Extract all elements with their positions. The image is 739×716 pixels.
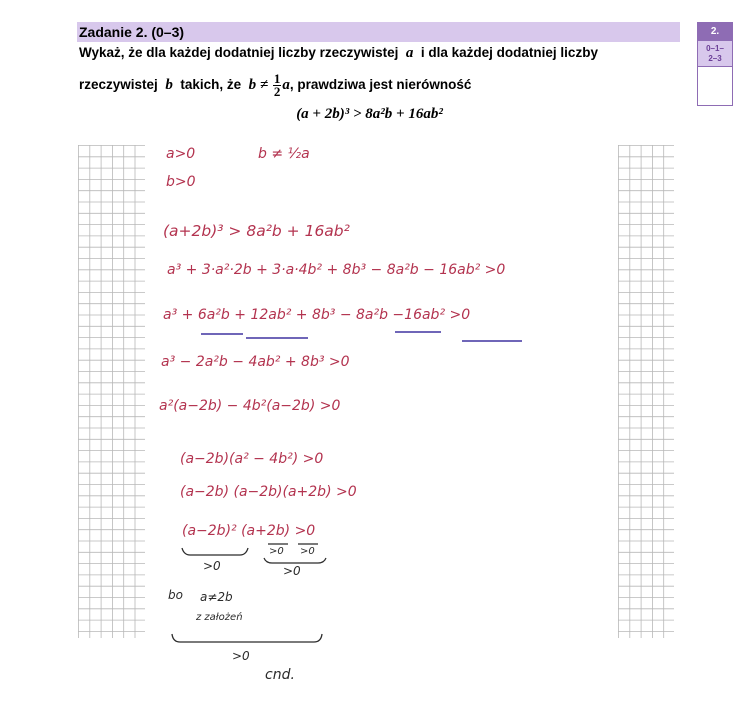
answer-grid-left [78, 145, 145, 638]
score-option-2: 2–3 [708, 54, 722, 63]
solution-line-6: (a−2b)(a² − 4b²) >0 [180, 451, 324, 467]
underline-6a2b [201, 333, 243, 335]
task-header [77, 22, 680, 42]
solution-line-1: (a+2b)³ > 8a²b + 16ab² [163, 222, 350, 240]
solution-line-5: a²(a−2b) − 4b²(a−2b) >0 [159, 398, 341, 414]
underline-16ab2 [462, 340, 522, 342]
gt0-a: >0 [269, 546, 284, 557]
a-ne-2b: a≠2b [200, 590, 233, 604]
solution-line-2: a³ + 3·a²·2b + 3·a·4b² + 8b³ − 8a²b − 16ab² >0 [167, 262, 506, 278]
score-option-1: 0–1– [706, 44, 724, 53]
gt0-final: >0 [232, 649, 250, 663]
underline-8a2b [395, 331, 441, 333]
brace-square [180, 546, 250, 558]
answer-grid-right [618, 145, 674, 638]
task-title: Zadanie 2. (0–3) [79, 24, 185, 40]
gt0-square: >0 [203, 559, 221, 573]
score-box [697, 22, 733, 106]
gt0-b: >0 [300, 546, 315, 557]
solution-line-7: (a−2b) (a−2b)(a+2b) >0 [180, 484, 357, 500]
solution-line-4: a³ − 2a²b − 4ab² + 8b³ >0 [161, 354, 350, 370]
gt0-sum: >0 [283, 564, 301, 578]
assumption-b-ne: b ≠ ½a [258, 146, 310, 162]
underline-12ab2 [246, 337, 308, 339]
var-b: b [165, 77, 173, 94]
score-number: 2. [698, 23, 732, 41]
assumption-a: a>0 [166, 146, 196, 162]
word-bo: bo [168, 588, 183, 602]
condition-a: a [282, 77, 290, 94]
inequality: (a + 2b)³ > 8a²b + 16ab² [296, 106, 443, 122]
condition-b: b ≠ [248, 77, 269, 94]
solution-line-3: a³ + 6a²b + 12ab² + 8b³ − 8a²b −16ab² >0 [163, 307, 471, 323]
statement-line-2: rzeczywistej b takich, że b ≠ $\frac{1}{2}$ a, prawdziwa jest nierówność [79, 71, 472, 99]
var-a: a [405, 45, 414, 61]
assumption-b: b>0 [166, 174, 196, 190]
brace-final [170, 632, 324, 648]
score-options [698, 41, 732, 67]
z-zalozen: z założeń [196, 612, 243, 623]
fraction-half: $\frac{1}{2}$ [273, 71, 281, 99]
cnd: cnd. [265, 667, 295, 683]
solution-line-8: (a−2b)² (a+2b) >0 [182, 523, 316, 539]
statement-line-1: Wykaż, że dla każdej dodatniej liczby rzeczywistej a i dla każdej dodatniej liczby [79, 45, 598, 61]
